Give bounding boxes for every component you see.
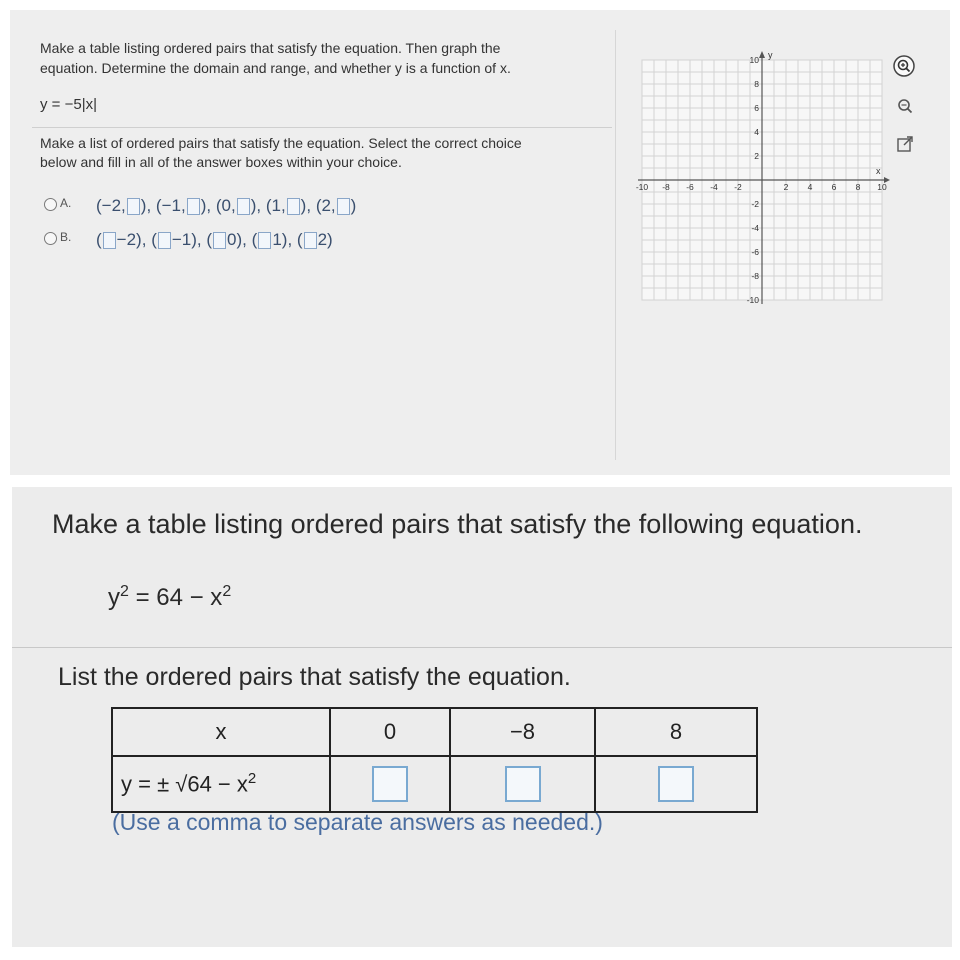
question-line-1: Make a table listing ordered pairs that satisfy the equation. Then graph the [40, 40, 501, 56]
y-formula-exponent: 2 [247, 770, 257, 788]
zoom-in-icon[interactable] [893, 55, 915, 77]
equation-exponent-2: 2 [222, 583, 232, 600]
option-a-pairs [96, 196, 356, 216]
equation-y: y [108, 584, 120, 611]
x-tick-label: -2 [734, 182, 742, 192]
answer-box-a-1[interactable] [127, 198, 140, 215]
paren: ( [296, 230, 303, 249]
y-tick-label: -8 [751, 271, 759, 281]
y-tick-label: 8 [754, 79, 759, 89]
pair-a-4-prefix: (1, [265, 196, 286, 215]
y-axis-arrow [759, 51, 765, 58]
list-instruction: List the ordered pairs that satisfy the equation. [58, 663, 571, 691]
pair-b-3-suffix: 0) [227, 230, 243, 249]
bottom-equation [108, 583, 231, 612]
x-value-3: 8 [595, 708, 757, 756]
option-a-letter: A. [60, 196, 72, 210]
pair-b-1-suffix: −2) [116, 230, 142, 249]
pair-b-4-suffix: 1) [272, 230, 288, 249]
question-line-2: equation. Determine the domain and range, and whether y is a function of x. [40, 60, 511, 76]
comma: , [146, 196, 152, 215]
comma-note: (Use a comma to separate answers as needed.) [112, 809, 603, 835]
paren: ( [251, 230, 258, 249]
comma: , [206, 196, 212, 215]
x-header: x [112, 708, 330, 756]
paren: ) [140, 196, 147, 215]
x-tick-label: -8 [662, 182, 670, 192]
y-formula: y = ± √64 − x [121, 771, 248, 797]
bottom-divider [12, 647, 952, 648]
pair-a-1-prefix: (−2, [96, 196, 126, 215]
answer-box-b-3[interactable] [213, 232, 226, 249]
y-tick-label: 6 [754, 103, 759, 113]
x-tick-label: 4 [807, 182, 813, 192]
answer-box-b-4[interactable] [258, 232, 271, 249]
paren: ) [350, 196, 357, 215]
x-tick-label: 8 [855, 182, 861, 192]
paren: ( [151, 230, 157, 249]
y-tick-label: 2 [754, 151, 759, 161]
y-answer-cell-2 [450, 756, 595, 812]
answer-box-b-2[interactable] [158, 232, 171, 249]
question-divider [32, 127, 612, 128]
equation-exponent: 2 [120, 583, 129, 600]
answer-box-b-1[interactable] [103, 232, 116, 249]
y-answer-box-2[interactable] [505, 766, 541, 802]
y-tick-label: -2 [751, 199, 759, 209]
paren: ( [96, 230, 102, 249]
pair-a-2-prefix: (−1, [155, 196, 186, 215]
y-answer-box-3[interactable] [658, 766, 694, 802]
y-axis-label: y [768, 50, 773, 60]
answer-box-a-2[interactable] [187, 198, 200, 215]
paren: ) [300, 196, 307, 215]
pair-b-2-suffix: −1) [171, 230, 197, 249]
y-answer-cell-1 [330, 756, 450, 812]
panel-divider [615, 30, 616, 460]
table-row-x [112, 708, 757, 756]
y-answer-cell-3 [595, 756, 757, 812]
comma: , [287, 230, 293, 249]
y-tick-label: -4 [751, 223, 759, 233]
comma: , [256, 196, 262, 215]
x-tick-label: -6 [686, 182, 694, 192]
comma: , [242, 230, 247, 249]
x-tick-label: -10 [635, 182, 649, 192]
y-tick-label: -6 [751, 247, 759, 257]
equation-rest: = 64 − x [128, 584, 223, 611]
x-value-2: −8 [450, 708, 595, 756]
paren: ( [206, 230, 213, 249]
ordered-pairs-table [111, 707, 758, 813]
instruction-line-2: below and fill in all of the answer boxes within your choice. [40, 154, 402, 170]
answer-box-a-3[interactable] [237, 198, 250, 215]
y-tick-label: -10 [746, 295, 759, 305]
x-tick-label: -4 [710, 182, 718, 192]
y-tick-label: 4 [754, 127, 759, 137]
x-tick-label: 2 [783, 182, 789, 192]
top-screenshot [10, 10, 950, 475]
bottom-heading: Make a table listing ordered pairs that satisfy the following equation. [52, 509, 863, 539]
y-answer-box-1[interactable] [372, 766, 408, 802]
x-value-1: 0 [330, 708, 450, 756]
equation: y = −5|x| [40, 96, 97, 113]
pair-b-5-suffix: 2) [317, 230, 333, 249]
x-axis-label: x [876, 166, 881, 176]
y-label-cell [112, 756, 330, 812]
pair-a-3-prefix: (0, [215, 196, 236, 215]
comma: , [196, 230, 202, 249]
option-b-letter: B. [60, 230, 72, 244]
option-b-radio[interactable] [44, 232, 57, 245]
zoom-out-icon[interactable] [894, 95, 916, 117]
x-tick-label: 6 [831, 182, 837, 192]
y-tick-label: 10 [749, 55, 759, 65]
paren: ) [200, 196, 207, 215]
x-tick-label: 10 [877, 182, 887, 192]
comma: , [306, 196, 312, 215]
answer-box-a-4[interactable] [287, 198, 300, 215]
pair-a-5-prefix: (2, [315, 196, 336, 215]
table-row-y [112, 756, 757, 812]
option-a-radio[interactable] [44, 198, 57, 211]
paren: ) [250, 196, 257, 215]
comma: , [141, 230, 147, 249]
bottom-screenshot [12, 487, 952, 947]
instruction-line-1: Make a list of ordered pairs that satisfy the equation. Select the correct choice [40, 135, 522, 151]
coordinate-grid[interactable] [632, 50, 892, 310]
answer-box-b-5[interactable] [304, 232, 317, 249]
answer-box-a-5[interactable] [337, 198, 350, 215]
popout-icon[interactable] [894, 133, 916, 155]
option-b-pairs [96, 230, 333, 250]
